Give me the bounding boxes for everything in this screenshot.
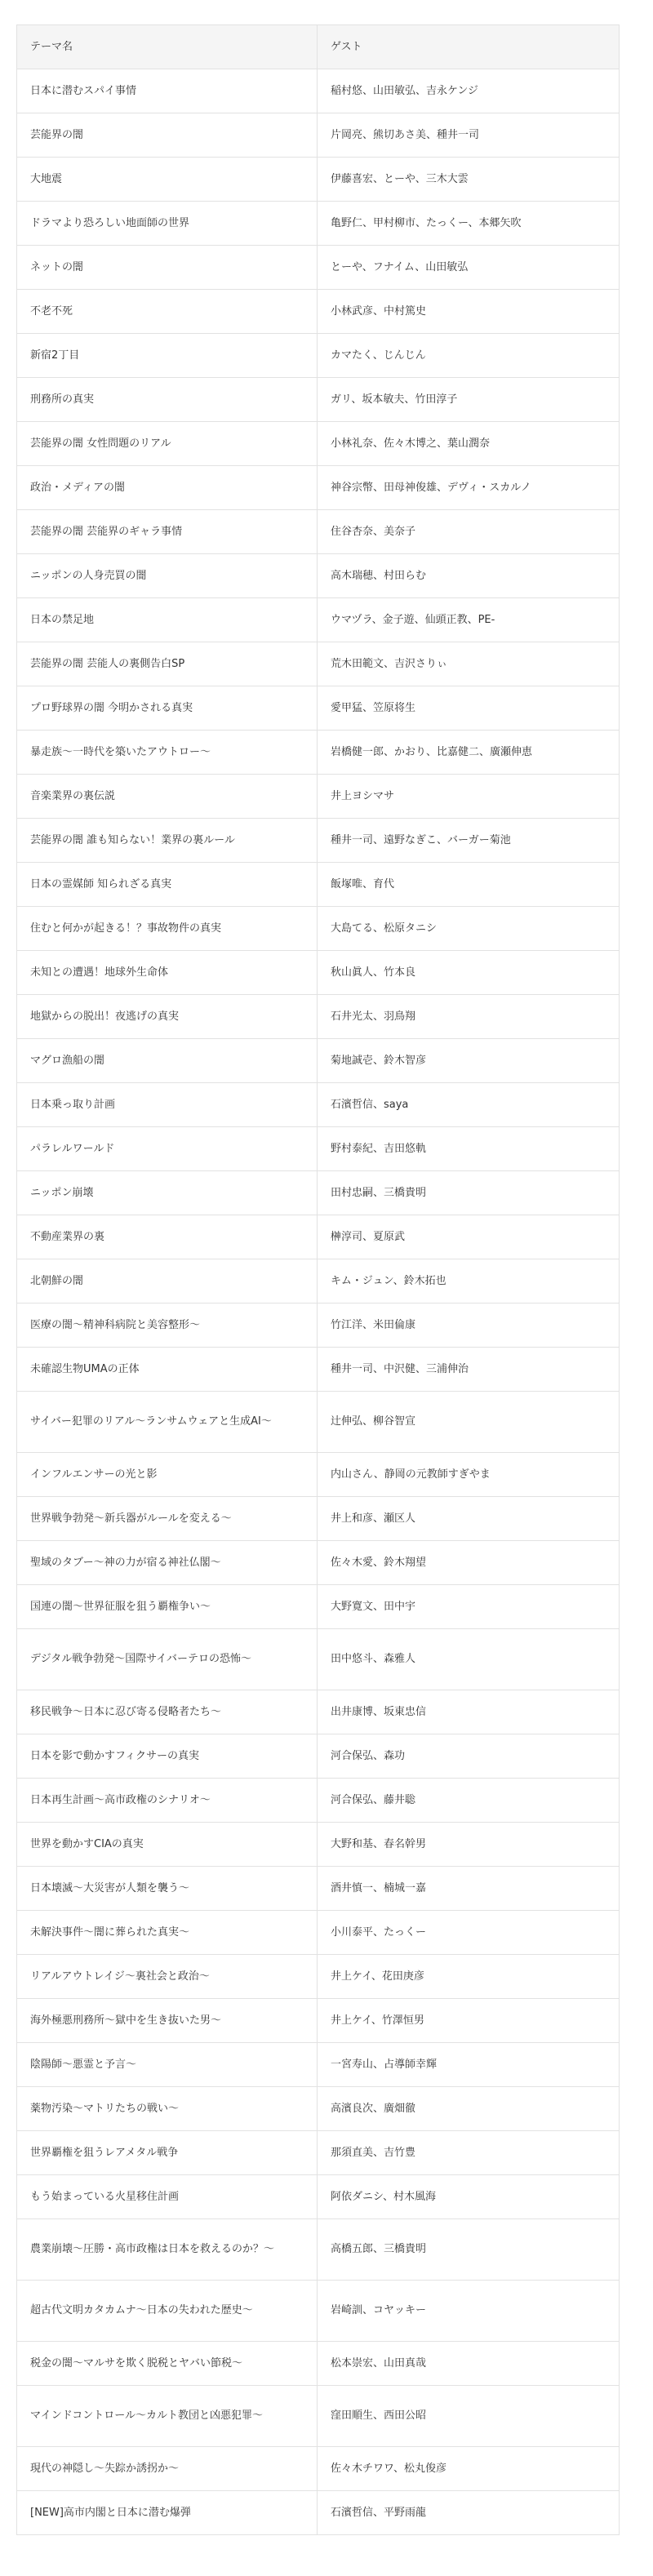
guest-cell: 高橋五郎、三橋貴明 xyxy=(318,2219,620,2281)
guest-cell: 河合保弘、藤井聡 xyxy=(318,1779,620,1823)
guest-cell: 内山さん、静岡の元教師すぎやま xyxy=(318,1453,620,1497)
table-row xyxy=(17,1392,620,1453)
guest-cell: 佐々木愛、鈴木翔望 xyxy=(318,1541,620,1585)
header-guest: ゲスト xyxy=(318,25,620,69)
table-row xyxy=(17,1629,620,1690)
table-row xyxy=(17,466,620,510)
table-row xyxy=(17,1453,620,1497)
guest-cell: 辻伸弘、柳谷智宣 xyxy=(318,1392,620,1453)
table-row xyxy=(17,2281,620,2342)
theme-name-cell: 医療の闇〜精神科病院と美容整形〜 xyxy=(17,1304,318,1348)
theme-name-cell: 北朝鮮の闇 xyxy=(17,1259,318,1304)
theme-name-cell: 芸能界の闇 誰も知らない！業界の裏ルール xyxy=(17,819,318,863)
guest-cell: 小川泰平、たっくー xyxy=(318,1911,620,1955)
theme-name-cell: 未知との遭遇！地球外生命体 xyxy=(17,951,318,995)
guest-cell: 井上和彦、瀬区人 xyxy=(318,1497,620,1541)
guest-cell: 佐々木チワワ、松丸俊彦 xyxy=(318,2447,620,2491)
guest-cell: 岩橋健一郎、かおり、比嘉健二、廣瀬伸恵 xyxy=(318,731,620,775)
table-row xyxy=(17,158,620,202)
guest-cell: 小林武彦、中村篤史 xyxy=(318,290,620,334)
theme-name-cell: マインドコントロール〜カルト教団と凶悪犯罪〜 xyxy=(17,2386,318,2447)
theme-name-cell: 超古代文明カタカムナ〜日本の失われた歴史〜 xyxy=(17,2281,318,2342)
guest-cell: 高木瑞穂、村田らむ xyxy=(318,554,620,598)
theme-name-cell: 地獄からの脱出！夜逃げの真実 xyxy=(17,995,318,1039)
table-row xyxy=(17,1127,620,1171)
table-row xyxy=(17,1497,620,1541)
theme-name-cell: 農業崩壊〜圧勝・高市政権は日本を救えるのか？〜 xyxy=(17,2219,318,2281)
guest-cell: 大島てる、松原タニシ xyxy=(318,907,620,951)
table-row xyxy=(17,1585,620,1629)
guest-cell: キム・ジュン、鈴木拓也 xyxy=(318,1259,620,1304)
theme-name-cell: 移民戦争〜日本に忍び寄る侵略者たち〜 xyxy=(17,1690,318,1734)
guest-cell: 田村忠嗣、三橋貴明 xyxy=(318,1171,620,1215)
theme-name-cell: 芸能界の闇 芸能界のギャラ事情 xyxy=(17,510,318,554)
table-row xyxy=(17,1911,620,1955)
table-row xyxy=(17,1083,620,1127)
table-row xyxy=(17,246,620,290)
guest-cell: 一宮寿山、占導師幸輝 xyxy=(318,2043,620,2087)
theme-guest-table-container xyxy=(16,24,619,2535)
guest-cell: 片岡亮、熊切あさ美、種井一司 xyxy=(318,113,620,158)
table-row xyxy=(17,1779,620,1823)
guest-cell: 石井光太、羽鳥翔 xyxy=(318,995,620,1039)
table-row xyxy=(17,554,620,598)
guest-cell: 松本崇宏、山田真哉 xyxy=(318,2342,620,2386)
theme-name-cell: パラレルワールド xyxy=(17,1127,318,1171)
theme-name-cell: サイバー犯罪のリアル〜ランサムウェアと生成AI〜 xyxy=(17,1392,318,1453)
guest-cell: 出井康博、坂東忠信 xyxy=(318,1690,620,1734)
theme-name-cell: 暴走族〜一時代を築いたアウトロー〜 xyxy=(17,731,318,775)
table-row xyxy=(17,334,620,378)
guest-cell: 住谷杏奈、美奈子 xyxy=(318,510,620,554)
theme-name-cell: リアルアウトレイジ〜裏社会と政治〜 xyxy=(17,1955,318,1999)
table-row xyxy=(17,113,620,158)
table-row xyxy=(17,1215,620,1259)
guest-cell: 稲村悠、山田敏弘、吉永ケンジ xyxy=(318,69,620,113)
guest-cell: 野村泰紀、吉田悠軌 xyxy=(318,1127,620,1171)
theme-name-cell: 不動産業界の裏 xyxy=(17,1215,318,1259)
theme-name-cell: デジタル戦争勃発〜国際サイバーテロの恐怖〜 xyxy=(17,1629,318,1690)
table-row xyxy=(17,2131,620,2175)
theme-name-cell: 芸能界の闇 芸能人の裏側告白SP xyxy=(17,642,318,686)
guest-cell: 高濱良次、廣畑徹 xyxy=(318,2087,620,2131)
table-row xyxy=(17,951,620,995)
theme-name-cell: 薬物汚染〜マトリたちの戦い〜 xyxy=(17,2087,318,2131)
guest-cell: 種井一司、中沢健、三浦伸治 xyxy=(318,1348,620,1392)
table-body xyxy=(17,69,620,2535)
table-row xyxy=(17,731,620,775)
theme-name-cell: マグロ漁船の闇 xyxy=(17,1039,318,1083)
guest-cell: 田中悠斗、森雅人 xyxy=(318,1629,620,1690)
table-row xyxy=(17,2043,620,2087)
guest-cell: 愛甲猛、笠原将生 xyxy=(318,686,620,731)
guest-cell: 大野和基、春名幹男 xyxy=(318,1823,620,1867)
table-row xyxy=(17,422,620,466)
theme-name-cell: 国連の闇〜世界征服を狙う覇権争い〜 xyxy=(17,1585,318,1629)
table-row xyxy=(17,378,620,422)
guest-cell: 秋山眞人、竹本良 xyxy=(318,951,620,995)
theme-name-cell: 世界を動かすCIAの真実 xyxy=(17,1823,318,1867)
theme-name-cell: 芸能界の闇 女性問題のリアル xyxy=(17,422,318,466)
theme-name-cell: 世界覇権を狙うレアメタル戦争 xyxy=(17,2131,318,2175)
guest-cell: 菊地誠壱、鈴木智彦 xyxy=(318,1039,620,1083)
guest-cell: 石濱哲信、平野雨龍 xyxy=(318,2491,620,2535)
theme-name-cell: 日本の禁足地 xyxy=(17,598,318,642)
guest-cell: 竹江洋、米田倫康 xyxy=(318,1304,620,1348)
theme-name-cell: もう始まっている火星移住計画 xyxy=(17,2175,318,2219)
guest-cell: ガリ、坂本敏夫、竹田淳子 xyxy=(318,378,620,422)
guest-cell: 那須直美、吉竹豊 xyxy=(318,2131,620,2175)
guest-cell: 石濱哲信、saya xyxy=(318,1083,620,1127)
guest-cell: ウマヅラ、金子遊、仙頭正教、PE- xyxy=(318,598,620,642)
theme-name-cell: 税金の闇〜マルサを欺く脱税とヤバい節税〜 xyxy=(17,2342,318,2386)
theme-name-cell: 現代の神隠し〜失踪か誘拐か〜 xyxy=(17,2447,318,2491)
theme-name-cell: 日本乗っ取り計画 xyxy=(17,1083,318,1127)
theme-name-cell: 大地震 xyxy=(17,158,318,202)
theme-name-cell: 政治・メディアの闇 xyxy=(17,466,318,510)
theme-name-cell: プロ野球界の闇 今明かされる真実 xyxy=(17,686,318,731)
theme-name-cell: 未解決事件〜闇に葬られた真実〜 xyxy=(17,1911,318,1955)
guest-cell: とーや、フナイム、山田敏弘 xyxy=(318,246,620,290)
theme-name-cell: 芸能界の闇 xyxy=(17,113,318,158)
table-row xyxy=(17,290,620,334)
theme-name-cell: 海外極悪刑務所〜獄中を生き抜いた男〜 xyxy=(17,1999,318,2043)
table-row xyxy=(17,1867,620,1911)
guest-cell: カマたく、じんじん xyxy=(318,334,620,378)
table-row xyxy=(17,1304,620,1348)
theme-name-cell: ニッポン崩壊 xyxy=(17,1171,318,1215)
theme-name-cell: インフルエンサーの光と影 xyxy=(17,1453,318,1497)
table-row xyxy=(17,2342,620,2386)
theme-guest-table xyxy=(16,24,620,2535)
table-row xyxy=(17,1348,620,1392)
table-row xyxy=(17,1171,620,1215)
theme-name-cell: ネットの闇 xyxy=(17,246,318,290)
table-row xyxy=(17,2386,620,2447)
table-row xyxy=(17,510,620,554)
guest-cell: 神谷宗幣、田母神俊雄、デヴィ・スカルノ xyxy=(318,466,620,510)
theme-name-cell: 聖域のタブー〜神の力が宿る神社仏閣〜 xyxy=(17,1541,318,1585)
table-row xyxy=(17,1955,620,1999)
theme-name-cell: 住むと何かが起きる！？事故物件の真実 xyxy=(17,907,318,951)
guest-cell: 阿依ダニシ、村木風海 xyxy=(318,2175,620,2219)
guest-cell: 亀野仁、甲村柳市、たっくー、本郷矢吹 xyxy=(318,202,620,246)
theme-name-cell: 世界戦争勃発〜新兵器がルールを変える〜 xyxy=(17,1497,318,1541)
header-theme-name: テーマ名 xyxy=(17,25,318,69)
guest-cell: 伊藤喜宏、とーや、三木大雲 xyxy=(318,158,620,202)
table-row xyxy=(17,202,620,246)
table-row xyxy=(17,1039,620,1083)
theme-name-cell: 未確認生物UMAの正体 xyxy=(17,1348,318,1392)
table-row xyxy=(17,642,620,686)
table-row xyxy=(17,2087,620,2131)
theme-name-cell: 日本再生計画〜高市政権のシナリオ〜 xyxy=(17,1779,318,1823)
guest-cell: 井上ヨシマサ xyxy=(318,775,620,819)
table-row xyxy=(17,2219,620,2281)
table-row xyxy=(17,819,620,863)
guest-cell: 荒木田範文、吉沢さりぃ xyxy=(318,642,620,686)
theme-name-cell: 新宿2丁目 xyxy=(17,334,318,378)
table-row xyxy=(17,1259,620,1304)
theme-name-cell: 刑務所の真実 xyxy=(17,378,318,422)
guest-cell: 酒井慎一、楠城一嘉 xyxy=(318,1867,620,1911)
guest-cell: 種井一司、遠野なぎこ、バーガー菊池 xyxy=(318,819,620,863)
guest-cell: 河合保弘、森功 xyxy=(318,1734,620,1779)
table-row xyxy=(17,907,620,951)
table-row xyxy=(17,1734,620,1779)
guest-cell: 井上ケイ、花田庚彦 xyxy=(318,1955,620,1999)
table-row xyxy=(17,2491,620,2535)
theme-name-cell: 不老不死 xyxy=(17,290,318,334)
table-row xyxy=(17,2175,620,2219)
guest-cell: 窪田順生、西田公昭 xyxy=(318,2386,620,2447)
table-header-row xyxy=(17,25,620,69)
guest-cell: 小林礼奈、佐々木博之、葉山潤奈 xyxy=(318,422,620,466)
table-row xyxy=(17,1690,620,1734)
table-row xyxy=(17,995,620,1039)
table-row xyxy=(17,863,620,907)
table-row xyxy=(17,2447,620,2491)
theme-name-cell: 陰陽師〜悪霊と予言〜 xyxy=(17,2043,318,2087)
table-row xyxy=(17,1823,620,1867)
theme-name-cell: ドラマより恐ろしい地面師の世界 xyxy=(17,202,318,246)
theme-name-cell: 日本壊滅〜大災害が人類を襲う〜 xyxy=(17,1867,318,1911)
table-row xyxy=(17,1541,620,1585)
table-row xyxy=(17,686,620,731)
theme-name-cell: 日本に潜むスパイ事情 xyxy=(17,69,318,113)
guest-cell: 飯塚唯、育代 xyxy=(318,863,620,907)
table-row xyxy=(17,775,620,819)
theme-name-cell: 日本を影で動かすフィクサーの真実 xyxy=(17,1734,318,1779)
table-row xyxy=(17,598,620,642)
theme-name-cell: 音楽業界の裏伝説 xyxy=(17,775,318,819)
guest-cell: 岩崎訓、コヤッキー xyxy=(318,2281,620,2342)
guest-cell: 井上ケイ、竹澤恒男 xyxy=(318,1999,620,2043)
table-row xyxy=(17,1999,620,2043)
theme-name-cell: 日本の霊媒師 知られざる真実 xyxy=(17,863,318,907)
theme-name-cell: ニッポンの人身売買の闇 xyxy=(17,554,318,598)
table-row xyxy=(17,69,620,113)
theme-name-cell: [NEW]高市内閣と日本に潜む爆弾 xyxy=(17,2491,318,2535)
guest-cell: 大野寛文、田中宇 xyxy=(318,1585,620,1629)
guest-cell: 榊淳司、夏原武 xyxy=(318,1215,620,1259)
